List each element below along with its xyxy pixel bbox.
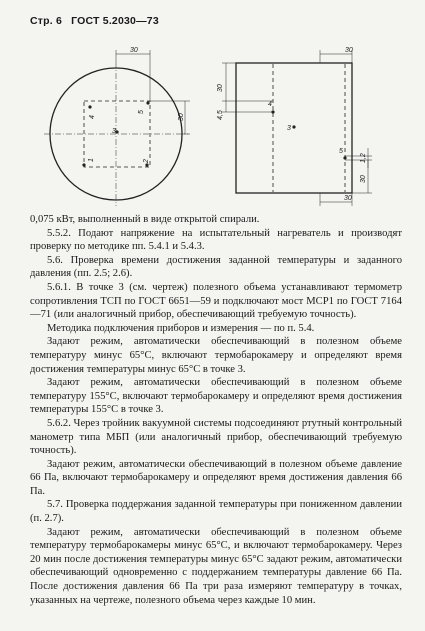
paragraph: 5.6.2. Через тройник вакуумной системы подсоединяют ртутный контрольный манометр типа МБП (или аналогичный прибор, обеспечивающий требуемую точность). — [30, 417, 402, 457]
circle-view — [44, 50, 190, 206]
body-text — [30, 213, 402, 607]
circle-point-2: 2 — [143, 159, 150, 163]
circle-point-3: 3 — [112, 128, 116, 135]
point-marker — [146, 101, 149, 104]
rect-points — [271, 110, 346, 159]
page-number: Стр. 6 — [30, 15, 63, 27]
paragraph: 5.5.2. Подают напряжение на испытательный нагреватель и производят проверку по методике пп. 5.4.1 и 5.4.3. — [30, 227, 402, 253]
paragraph: Задают режим, автоматически обеспечивающий в полезном объеме давление 66 Па, включают термобарокамеру и определяют время достижения давления 66 Па. — [30, 458, 402, 497]
rect-dim-right-bottom: 30 — [360, 175, 367, 183]
rect-dim-left-mid: 4,5 — [217, 110, 224, 120]
standard-code: ГОСТ 5.2030—73 — [71, 15, 159, 27]
page-header — [30, 15, 165, 27]
rect-view — [222, 50, 372, 206]
circle-point-1: 1 — [88, 158, 95, 162]
paragraph: 5.6. Проверка времени достижения заданной температуры и заданного давления (пп. 2.5; 2.6). — [30, 254, 402, 280]
circle-dim-right: 30 — [178, 113, 185, 121]
paragraph: 0,075 кВт, выполненный в виде открытой спирали. — [30, 214, 260, 225]
paragraph: 5.6.1. В точке 3 (см. чертеж) полезного объема устанавливают термометр сопротивления ТСП по ГОСТ 6651—59 и подключают мост МСР1 по ГОСТ 7164—71 (или аналогичный прибор, обеспечивающий требуемую точность). — [30, 281, 402, 321]
circle-point-5: 5 — [138, 110, 145, 114]
circle-dim-top: 30 — [130, 47, 138, 54]
rect-point-4: 4 — [268, 101, 272, 108]
point-marker — [271, 110, 274, 113]
point-marker — [88, 105, 91, 108]
rect-point-3: 3 — [287, 125, 291, 132]
rect-point-5: 5 — [339, 148, 343, 155]
paragraph: 5.7. Проверка поддержания заданной температуры при пониженном давлении (п. 2.7). — [30, 499, 402, 525]
point-marker — [292, 125, 295, 128]
paragraph: Задают режим, автоматически обеспечивающий в полезном объеме температуру 155°С, включают термобарокамеру и определяют время достижения температуры 155°С в точке 3. — [30, 377, 402, 416]
paragraph: Задают режим, автоматически обеспечивающий в полезном объеме температуру минус 65°С, включают термобарокамеру и определяют время достижения температуры минус 65°С в точке 3. — [30, 336, 402, 375]
technical-drawing — [0, 28, 425, 213]
rect-dim-top: 30 — [345, 47, 353, 54]
paragraph: Методика подключения приборов и измерения — по п. 5.4. — [47, 322, 315, 334]
point-marker — [343, 156, 346, 159]
rect-dim-right-small: 1,2 — [360, 153, 367, 163]
rect-dim-left-top: 30 — [217, 84, 224, 92]
circle-point-4: 4 — [89, 115, 96, 119]
rect-dim-bottom: 30 — [344, 195, 352, 202]
paragraph: Задают режим, автоматически обеспечивающий в полезном объеме температуру термобарокамеры минус 65°С, и включают термобарокамеру. Через 20 мин после достижения температуры минус 65°С задают режим, автоматически обеспечивающий одновременно с поддержанием температуры давление 66 Па. После достижения давления 66 Па три раза измеряют температуру в точках, указанных на чертеже, полезного объема через каждые 10 мин. — [30, 526, 402, 606]
point-marker — [82, 163, 85, 166]
